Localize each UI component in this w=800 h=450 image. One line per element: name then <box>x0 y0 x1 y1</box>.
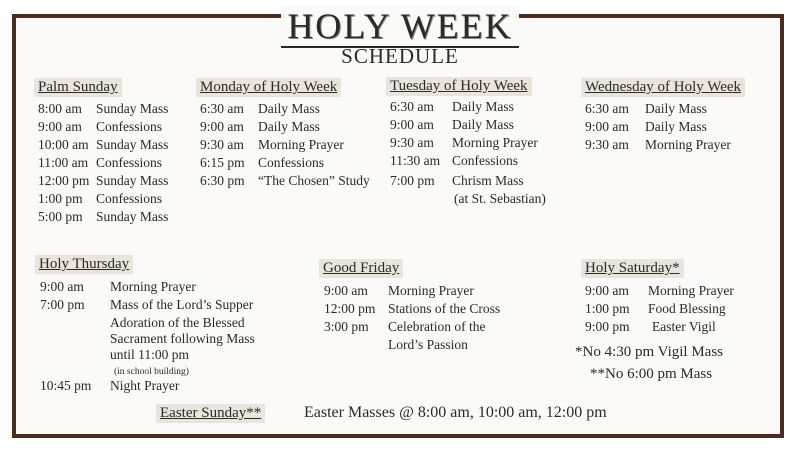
vigil-mass-note: *No 4:30 pm Vigil Mass <box>575 344 724 360</box>
page-subtitle: SCHEDULE <box>341 44 459 68</box>
tuesday-heading: Tuesday of Holy Week <box>386 77 532 96</box>
adoration-location: (in school building) <box>114 367 189 377</box>
monday-heading: Monday of Holy Week <box>196 78 341 97</box>
adoration-line: until 11:00 pm <box>110 347 190 362</box>
holy-thursday-heading: Holy Thursday <box>35 255 133 274</box>
easter-masses-text: Easter Masses @ 8:00 am, 10:00 am, 12:00 pm <box>304 404 607 421</box>
wednesday-heading: Wednesday of Holy Week <box>581 78 745 97</box>
palm-sunday-heading: Palm Sunday <box>34 78 122 97</box>
chrism-mass-location: (at St. Sebastian) <box>454 191 546 206</box>
adoration-line: Adoration of the Blessed <box>110 315 245 330</box>
evening-mass-note: **No 6:00 pm Mass <box>590 366 713 382</box>
easter-sunday-heading: Easter Sunday** <box>156 404 265 423</box>
page-title: HOLY WEEK <box>0 6 800 46</box>
holy-saturday-heading: Holy Saturday* <box>581 259 684 278</box>
adoration-line: Sacrament following Mass <box>110 331 255 346</box>
passion-continuation: Lord’s Passion <box>388 337 468 352</box>
good-friday-heading: Good Friday <box>319 259 403 278</box>
